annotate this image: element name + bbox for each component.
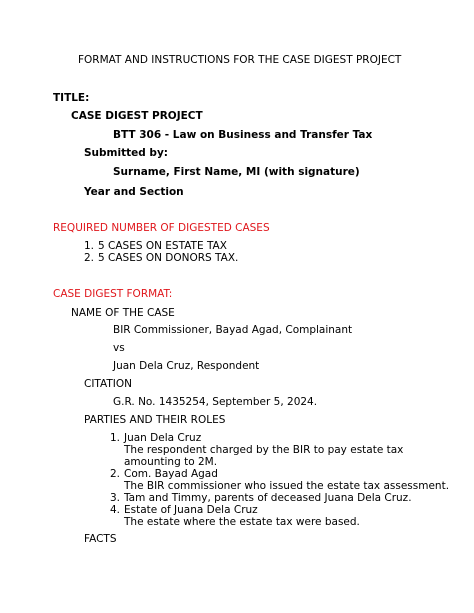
citation-label: CITATION	[84, 378, 133, 390]
name-of-case-label: NAME OF THE CASE	[71, 307, 175, 319]
document-heading: FORMAT AND INSTRUCTIONS FOR THE CASE DIGEST PROJECT	[78, 54, 402, 66]
citation: G.R. No. 1435254, September 5, 2024.	[113, 396, 318, 408]
required-cases-label: REQUIRED NUMBER OF DIGESTED CASES	[53, 222, 270, 234]
party-name: Com. Bayad Agad	[124, 468, 218, 480]
format-label: CASE DIGEST FORMAT:	[53, 288, 173, 300]
list-item-number: 2.	[84, 252, 95, 264]
name-format: Surname, First Name, MI (with signature)	[113, 166, 360, 178]
party-role-continued: amounting to 2M.	[124, 456, 218, 468]
respondent: Juan Dela Cruz, Respondent	[113, 360, 260, 372]
parties-label: PARTIES AND THEIR ROLES	[84, 414, 226, 426]
course-title: BTT 306 - Law on Business and Transfer Tax	[113, 129, 373, 141]
submitted-by-label: Submitted by:	[84, 147, 168, 159]
list-item-number: 1.	[84, 240, 95, 252]
list-item: 5 CASES ON ESTATE TAX	[98, 240, 227, 252]
list-item-number: 1.	[110, 432, 121, 444]
versus: vs	[113, 342, 125, 354]
title-label: TITLE:	[53, 92, 90, 104]
party-role: The estate where the estate tax were based.	[124, 516, 360, 528]
year-section: Year and Section	[84, 186, 184, 198]
party-role: The BIR commissioner who issued the estate tax assessment.	[124, 480, 450, 492]
list-item-number: 3.	[110, 492, 121, 504]
complainant: BIR Commissioner, Bayad Agad, Complainant	[113, 324, 353, 336]
party-name: Juan Dela Cruz	[124, 432, 202, 444]
party-name: Tam and Timmy, parents of deceased Juana Dela Cruz.	[124, 492, 412, 504]
facts-label: FACTS	[84, 533, 117, 545]
list-item-number: 4.	[110, 504, 121, 516]
party-role: The respondent charged by the BIR to pay estate tax	[124, 444, 404, 456]
party-name: Estate of Juana Dela Cruz	[124, 504, 258, 516]
project-title: CASE DIGEST PROJECT	[71, 110, 203, 122]
list-item: 5 CASES ON DONORS TAX.	[98, 252, 239, 264]
list-item-number: 2.	[110, 468, 121, 480]
